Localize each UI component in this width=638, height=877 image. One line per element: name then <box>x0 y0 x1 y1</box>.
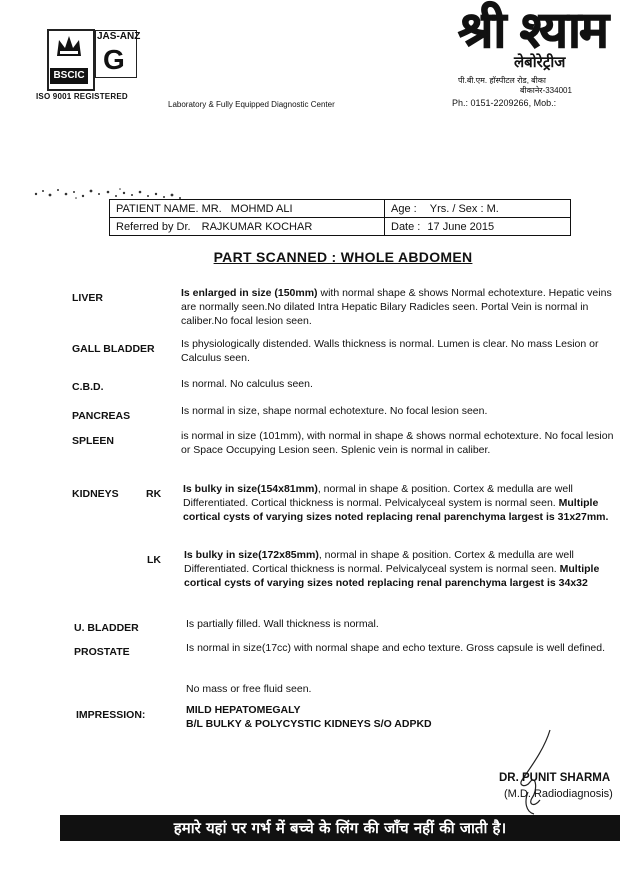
patient-name-label: PATIENT NAME. MR. <box>116 202 222 215</box>
tagline: Laboratory & Fully Equipped Diagnostic Center <box>168 100 335 109</box>
urinary-bladder-text: Is partially filled. Wall thickness is normal. <box>186 618 379 630</box>
date-label: Date : <box>391 220 421 233</box>
liver-text <box>181 286 621 328</box>
right-kidney-description: , normal in shape & position. Cortex & medulla are well Differentiated. Cortical thickness is normal. Pelvicalyceal system is normal seen. <box>183 483 573 509</box>
prostate-label: PROSTATE <box>74 646 130 658</box>
spleen-label: SPLEEN <box>72 435 115 447</box>
jas-anz-label: JAS-ANZ <box>97 31 141 42</box>
kidneys-label: KIDNEYS <box>72 488 119 500</box>
brand-name: श्री श्याम <box>458 0 607 59</box>
right-kidney-text <box>183 482 623 524</box>
date-cell <box>385 218 571 236</box>
bscic-label: BSCIC <box>50 68 88 84</box>
left-kidney-label: LK <box>147 554 161 566</box>
left-kidney-size: Is bulky in size(172x85mm) <box>184 549 319 561</box>
age-label: Age : <box>391 202 417 215</box>
left-kidney-text <box>184 548 624 590</box>
patient-row <box>110 200 571 218</box>
address-line-2: बीकानेर-334001 <box>520 86 572 95</box>
address-line-1: पी.बी.एम. हॉस्पीटल रोड, बीका <box>458 76 547 85</box>
impression-line-1: MILD HEPATOMEGALY <box>186 704 301 716</box>
spleen-text: is normal in size (101mm), with normal in shape & shows normal echotexture. No focal lesion or Space Occupying Lesion seen. Splenic vein is normal in caliber. <box>181 430 614 456</box>
gall-bladder-label: GALL BLADDER <box>72 343 155 355</box>
impression-line-2: B/L BULKY & POLYCYSTIC KIDNEYS S/O ADPKD <box>186 718 432 730</box>
referred-value: RAJKUMAR KOCHAR <box>201 220 313 233</box>
right-kidney-label: RK <box>146 488 162 500</box>
doctor-degree: (M.D. Radiodiagnosis) <box>504 788 613 800</box>
gall-bladder-text: Is physiologically distended. Walls thickness is normal. Lumen is clear. No mass Lesion or Calculus seen. <box>181 338 599 364</box>
left-kidney-description: , normal in shape & position. Cortex & medulla are well Differentiated. Cortical thickness is normal. Pelvicalyceal system is normal seen. <box>184 549 574 575</box>
pancreas-text: Is normal in size, shape normal echotexture. No focal lesion seen. <box>181 405 488 417</box>
prostate-text: Is normal in size(17cc) with normal shape and echo texture. Gross capsule is well defined. <box>186 642 606 654</box>
cbd-label: C.B.D. <box>72 381 104 393</box>
cbd-text: Is normal. No calculus seen. <box>181 378 313 390</box>
left-kidney-cysts: Multiple cortical cysts of varying sizes noted replacing renal parenchyma largest is 34x32 <box>184 563 600 589</box>
age-sex-value: Yrs. / Sex : M. <box>429 202 499 215</box>
urinary-bladder-label: U. BLADDER <box>74 622 139 634</box>
liver-size: Is enlarged in size (150mm) <box>181 287 318 299</box>
footer-banner: हमारे यहां पर गर्भ में बच्चे के लिंग की जाँच नहीं की जाती है। <box>60 815 620 841</box>
right-kidney-size: Is bulky in size(154x81mm) <box>183 483 318 495</box>
phone-number: Ph.: 0151-2209266, Mob.: <box>452 98 557 108</box>
date-value: 17 June 2015 <box>427 220 495 233</box>
age-cell <box>385 200 571 218</box>
brand-subtitle: लेबोरेट्रीज <box>514 54 566 71</box>
impression-label: IMPRESSION: <box>76 709 146 721</box>
liver-description: with normal shape & shows Normal echotexture. Hepatic veins are normally seen.No dilated Intra Hepatic Bilary Radicles seen. Portal Vein is normal in caliber.No focal lesion seen. <box>181 287 612 327</box>
iso-label: ISO 9001 REGISTERED <box>36 92 128 101</box>
patient-name-value: MOHMD ALI <box>230 202 293 215</box>
report-title: PART SCANNED : WHOLE ABDOMEN <box>213 249 473 265</box>
referred-label: Referred by Dr. <box>116 220 191 233</box>
pancreas-label: PANCREAS <box>72 410 131 422</box>
patient-name-cell <box>110 200 385 218</box>
right-kidney-cysts: Multiple cortical cysts of varying sizes noted replacing renal parenchyma largest is 31x27mm. <box>183 497 609 523</box>
doctor-name: DR. PUNIT SHARMA <box>499 772 611 784</box>
referral-row <box>110 218 571 236</box>
patient-info-table <box>109 199 571 236</box>
referred-cell <box>110 218 385 236</box>
g-mark-icon: G <box>103 44 125 75</box>
liver-label: LIVER <box>72 292 103 304</box>
crown-icon <box>55 34 83 60</box>
no-free-fluid-text: No mass or free fluid seen. <box>186 683 312 695</box>
